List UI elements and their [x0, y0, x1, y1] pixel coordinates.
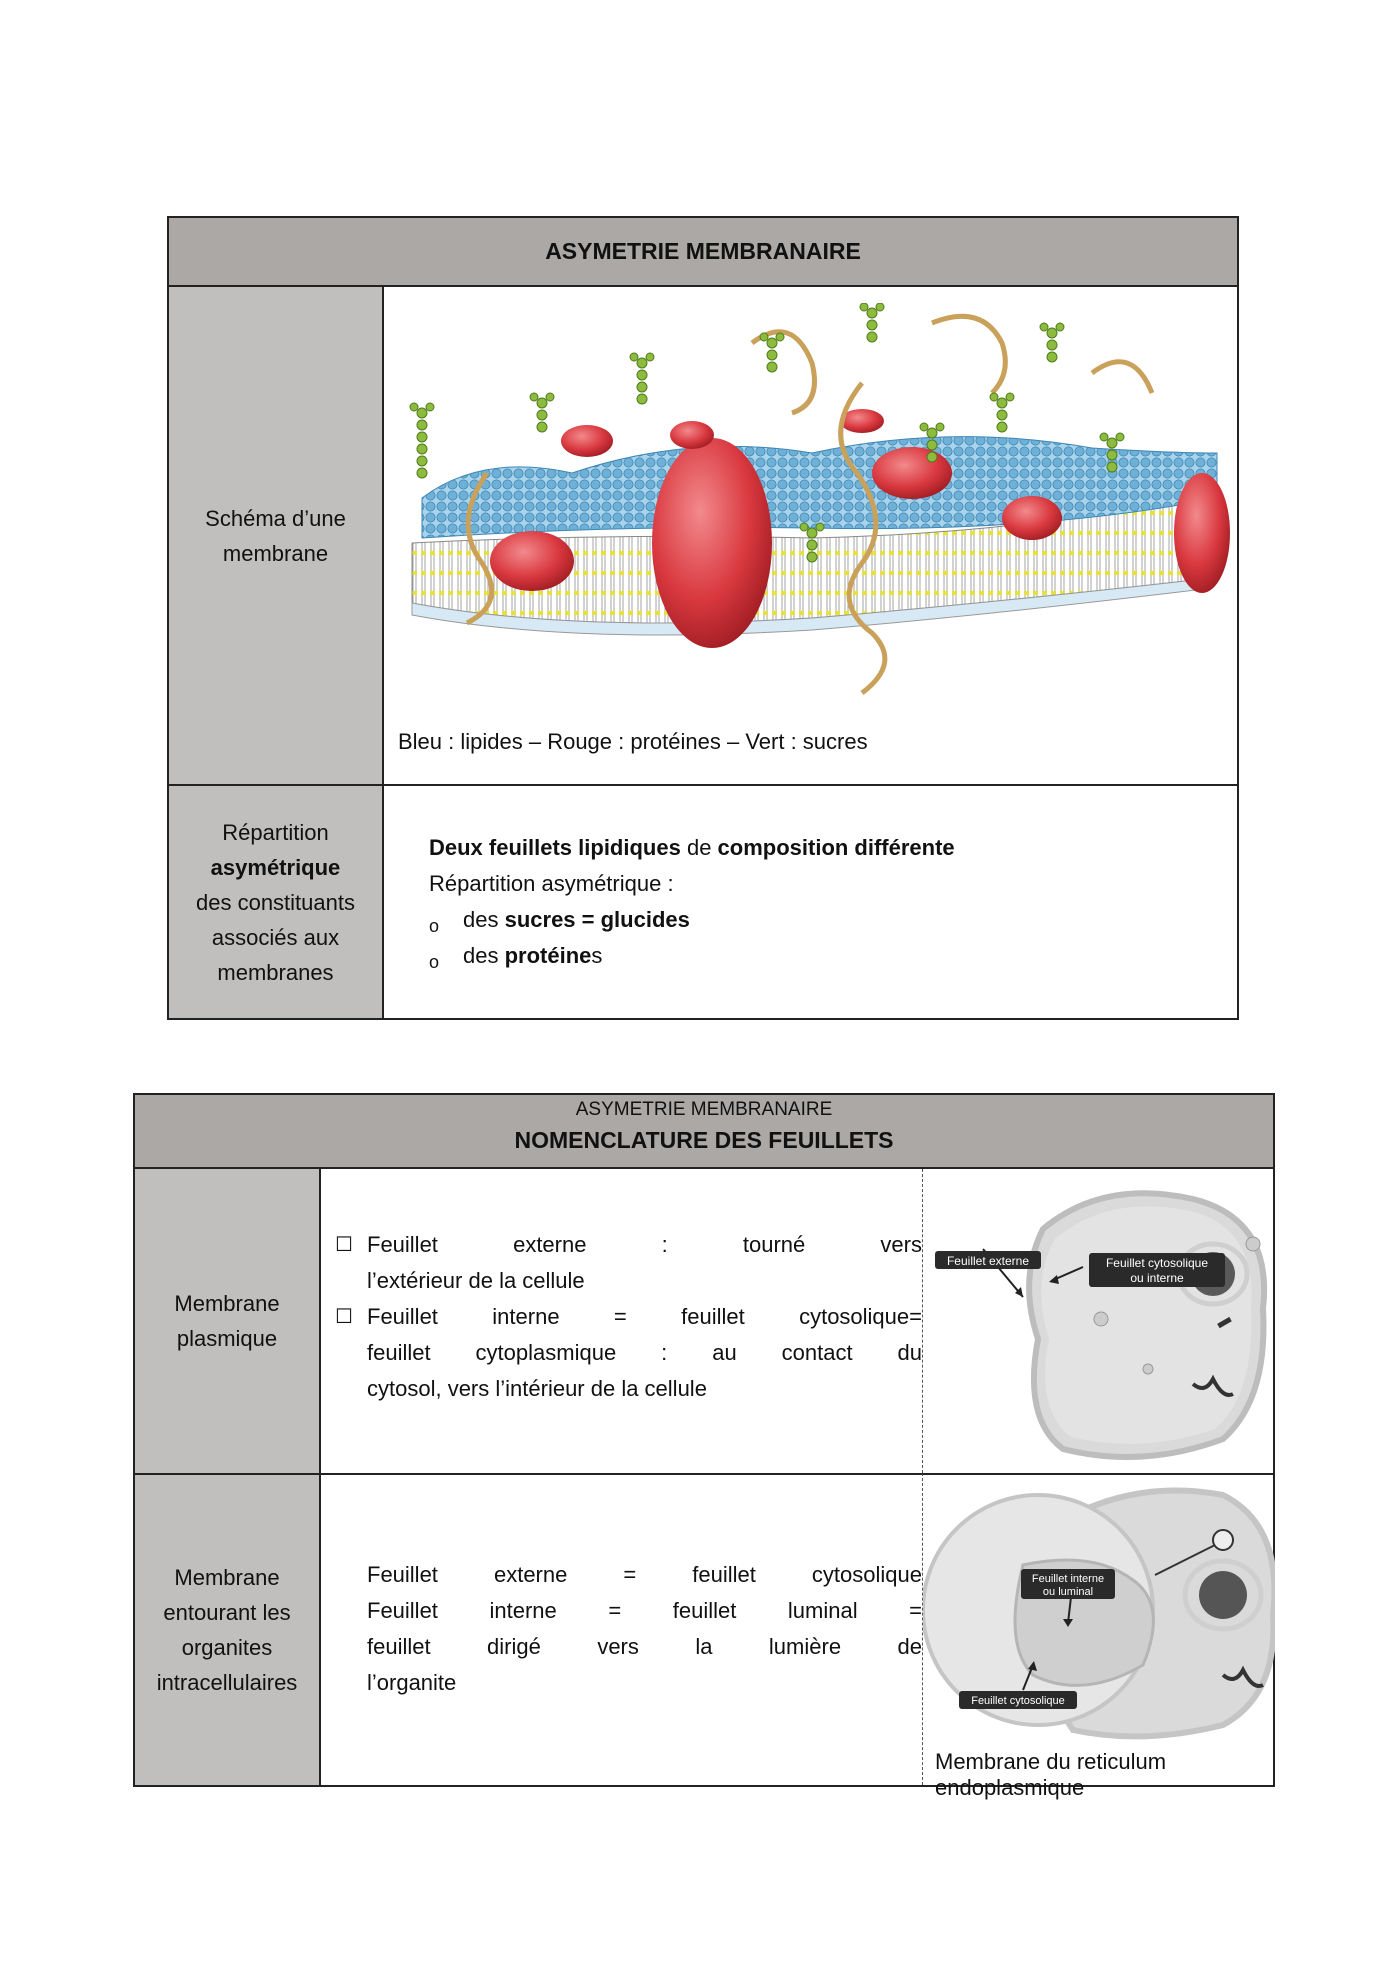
sugar-chain: [530, 393, 554, 432]
plasma-membrane-image-cell: [923, 1169, 1273, 1473]
protein: [1174, 473, 1230, 593]
bullet: o: [429, 952, 440, 972]
bold-text: sucres = glucides: [504, 907, 690, 932]
distribution-intro: Répartition asymétrique :: [429, 871, 674, 896]
row-label-asymmetric-distribution: [169, 784, 384, 1018]
protein-chain: [932, 316, 1005, 393]
membrane-asymmetry-table: [167, 216, 1239, 1020]
text-line: Feuillet interne = feuillet cytosolique=: [367, 1304, 922, 1329]
cytosolic-leaflet-label: ou interne: [1130, 1271, 1184, 1285]
protein: [670, 421, 714, 449]
text-line: feuillet cytoplasmique : au contact du: [367, 1340, 922, 1365]
label-line: des constituants: [196, 889, 355, 915]
membrane-color-legend: Bleu : lipides – Rouge : protéines – Vert : sucres: [398, 729, 868, 754]
distribution-text: [429, 830, 955, 974]
label-line: plasmique: [176, 1326, 278, 1351]
protein: [490, 531, 574, 591]
bold-text: protéine: [504, 943, 592, 968]
bullet: o: [429, 916, 440, 936]
constituent-list: [429, 902, 955, 974]
inner-leaflet-label: Feuillet interne: [1031, 1573, 1105, 1585]
vesicle: [1094, 1312, 1108, 1326]
text: s: [591, 943, 603, 968]
protein: [872, 447, 952, 499]
cytosolic-leaflet-label: Feuillet cytosolique: [1105, 1256, 1209, 1270]
row-label-plasma-membrane: [135, 1169, 321, 1473]
label-line: membranes: [217, 959, 334, 985]
text: des: [463, 943, 505, 968]
cytosolic-leaflet-label: Feuillet cytosolique: [971, 1695, 1065, 1707]
text-line: Feuillet interne = feuillet luminal =: [367, 1598, 922, 1623]
table1-header: ASYMETRIE MEMBRANAIRE: [169, 218, 1237, 287]
row-label-membrane-schema: [169, 287, 384, 784]
sugar-chain: [760, 333, 784, 372]
table2-header: [135, 1095, 1273, 1169]
text-line: l’extérieur de la cellule: [367, 1268, 585, 1293]
membrane-schema-cell: [384, 287, 1237, 784]
sugar-chain: [1040, 323, 1064, 362]
label-line: entourant les: [163, 1600, 291, 1625]
vesicle: [1246, 1237, 1260, 1251]
organelle-membrane-text-cell: [321, 1473, 923, 1785]
protein: [1002, 496, 1062, 540]
sugar-chain: [630, 353, 654, 404]
text-line: Feuillet externe : tourné vers: [367, 1232, 922, 1257]
row-label-organelle-membrane: [135, 1473, 321, 1785]
membrane-diagram: [392, 303, 1232, 723]
text-line: Feuillet externe = feuillet cytosolique: [367, 1562, 922, 1587]
checkbox-icon: ☐: [335, 1234, 353, 1256]
label-line: organites: [181, 1635, 273, 1660]
organelle-diagram: [923, 1475, 1275, 1745]
checkbox-icon: ☐: [335, 1306, 353, 1328]
label-line: Schéma d’une: [205, 505, 346, 531]
table2-supertitle: ASYMETRIE MEMBRANAIRE: [575, 1099, 833, 1120]
text-block: [367, 1227, 922, 1407]
table2-title: NOMENCLATURE DES FEUILLETS: [514, 1127, 894, 1153]
text-block: [367, 1557, 922, 1701]
label-line: associés aux: [211, 924, 340, 950]
sugar-chain: [860, 303, 884, 342]
inner-leaflet-label: ou luminal: [1042, 1586, 1094, 1598]
sugar-chain: [410, 403, 434, 478]
plasma-membrane-text: [321, 1227, 922, 1407]
organelle-membrane-image-cell: [923, 1473, 1273, 1800]
label-line: Membrane: [174, 1565, 280, 1590]
cell-diagram: [923, 1169, 1275, 1469]
label-line: Répartition: [222, 819, 329, 845]
list-item: [429, 938, 955, 974]
label-line: intracellulaires: [156, 1670, 298, 1695]
er-membrane-caption: Membrane du reticulum endoplasmique: [935, 1749, 1167, 1800]
protein-chain: [1092, 362, 1152, 393]
label-line: Membrane: [174, 1291, 280, 1316]
zoom-target: [1213, 1530, 1233, 1550]
leaflet-nomenclature-table: [133, 1093, 1275, 1800]
label-line: asymétrique: [210, 854, 341, 880]
bold-text: Deux feuillets lipidiques: [429, 835, 681, 860]
protein: [561, 425, 613, 457]
list-item: [429, 902, 955, 938]
external-leaflet-label: Feuillet externe: [946, 1254, 1030, 1268]
bold-text: composition différente: [717, 835, 955, 860]
plasma-membrane-text-cell: [321, 1169, 923, 1473]
nucleus: [1199, 1571, 1247, 1619]
text-line: l’organite: [367, 1670, 457, 1695]
text: des: [463, 907, 505, 932]
asymmetric-distribution-cell: [384, 784, 1237, 1018]
sugar-chain: [990, 393, 1014, 432]
label-line: membrane: [222, 540, 329, 566]
protein-chain: [752, 332, 815, 413]
two-leaflets-line: [429, 830, 955, 866]
protein: [652, 438, 772, 648]
text-line: cytosol, vers l’intérieur de la cellule: [367, 1376, 707, 1401]
text: de: [680, 835, 718, 860]
vesicle: [1143, 1364, 1153, 1374]
text-line: feuillet dirigé vers la lumière de: [367, 1634, 922, 1659]
